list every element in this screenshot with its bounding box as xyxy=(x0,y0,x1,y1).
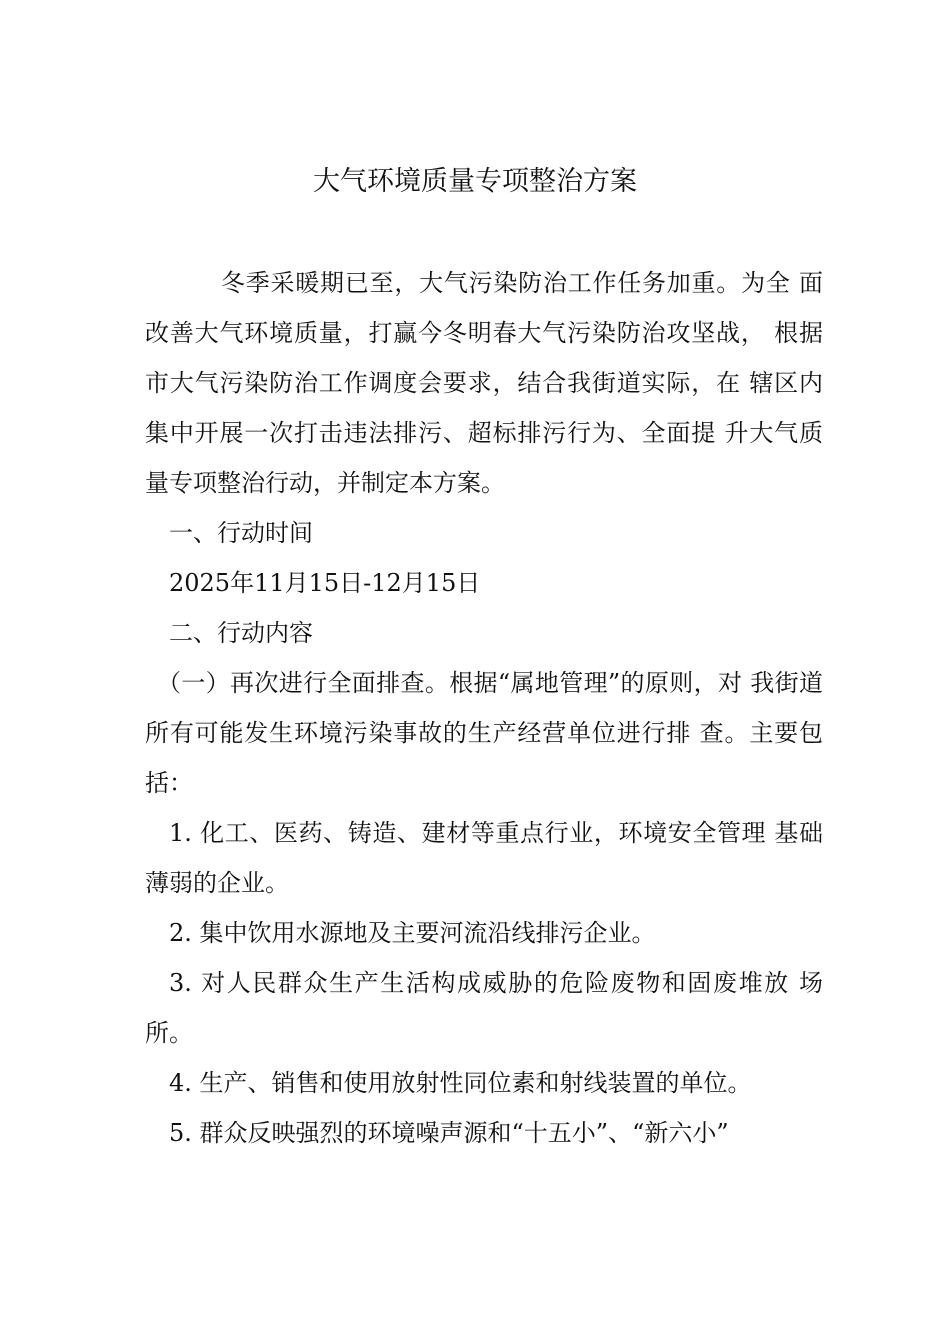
document-title: 大气环境质量专项整治方案 xyxy=(313,166,637,197)
heading-action-time: 一、行动时间 xyxy=(169,519,313,547)
paragraph-intro: 冬季采暖期已至，大气污染防治工作任务加重。为全 面改善大气环境质量，打赢今冬明春大气污染防治攻坚战， 根据市大气污染防治工作调度会要求，结合我街道实际，在 辖区内集中开展一次打击违法排污、超标排污行为、全面提 升大气质量专项整治行动，并制定本方案。 xyxy=(145,269,823,497)
list-item-5: 5. 群众反映强烈的环境噪声源和“十五小”、“新六小” xyxy=(169,1119,729,1147)
document-body xyxy=(145,258,823,1158)
heading-action-content: 二、行动内容 xyxy=(169,619,313,647)
list-item-2: 2. 集中饮用水源地及主要河流沿线排污企业。 xyxy=(169,919,656,947)
list-item-1: 1. 化工、医药、铸造、建材等重点行业，环境安全管理 基础薄弱的企业。 xyxy=(145,819,823,897)
list-item-3: 3. 对人民群众生产生活构成威胁的危险废物和固废堆放 场所。 xyxy=(145,969,823,1047)
list-item-4: 4. 生产、销售和使用放射性同位素和射线装置的单位。 xyxy=(169,1069,752,1097)
paragraph-action-dates: 2025年11月15日-12月15日 xyxy=(169,569,481,597)
paragraph-section-one: （一）再次进行全面排查。根据“属地管理”的原则，对 我街道所有可能发生环境污染事故的生产经营单位进行排 查。主要包括： xyxy=(145,669,823,797)
